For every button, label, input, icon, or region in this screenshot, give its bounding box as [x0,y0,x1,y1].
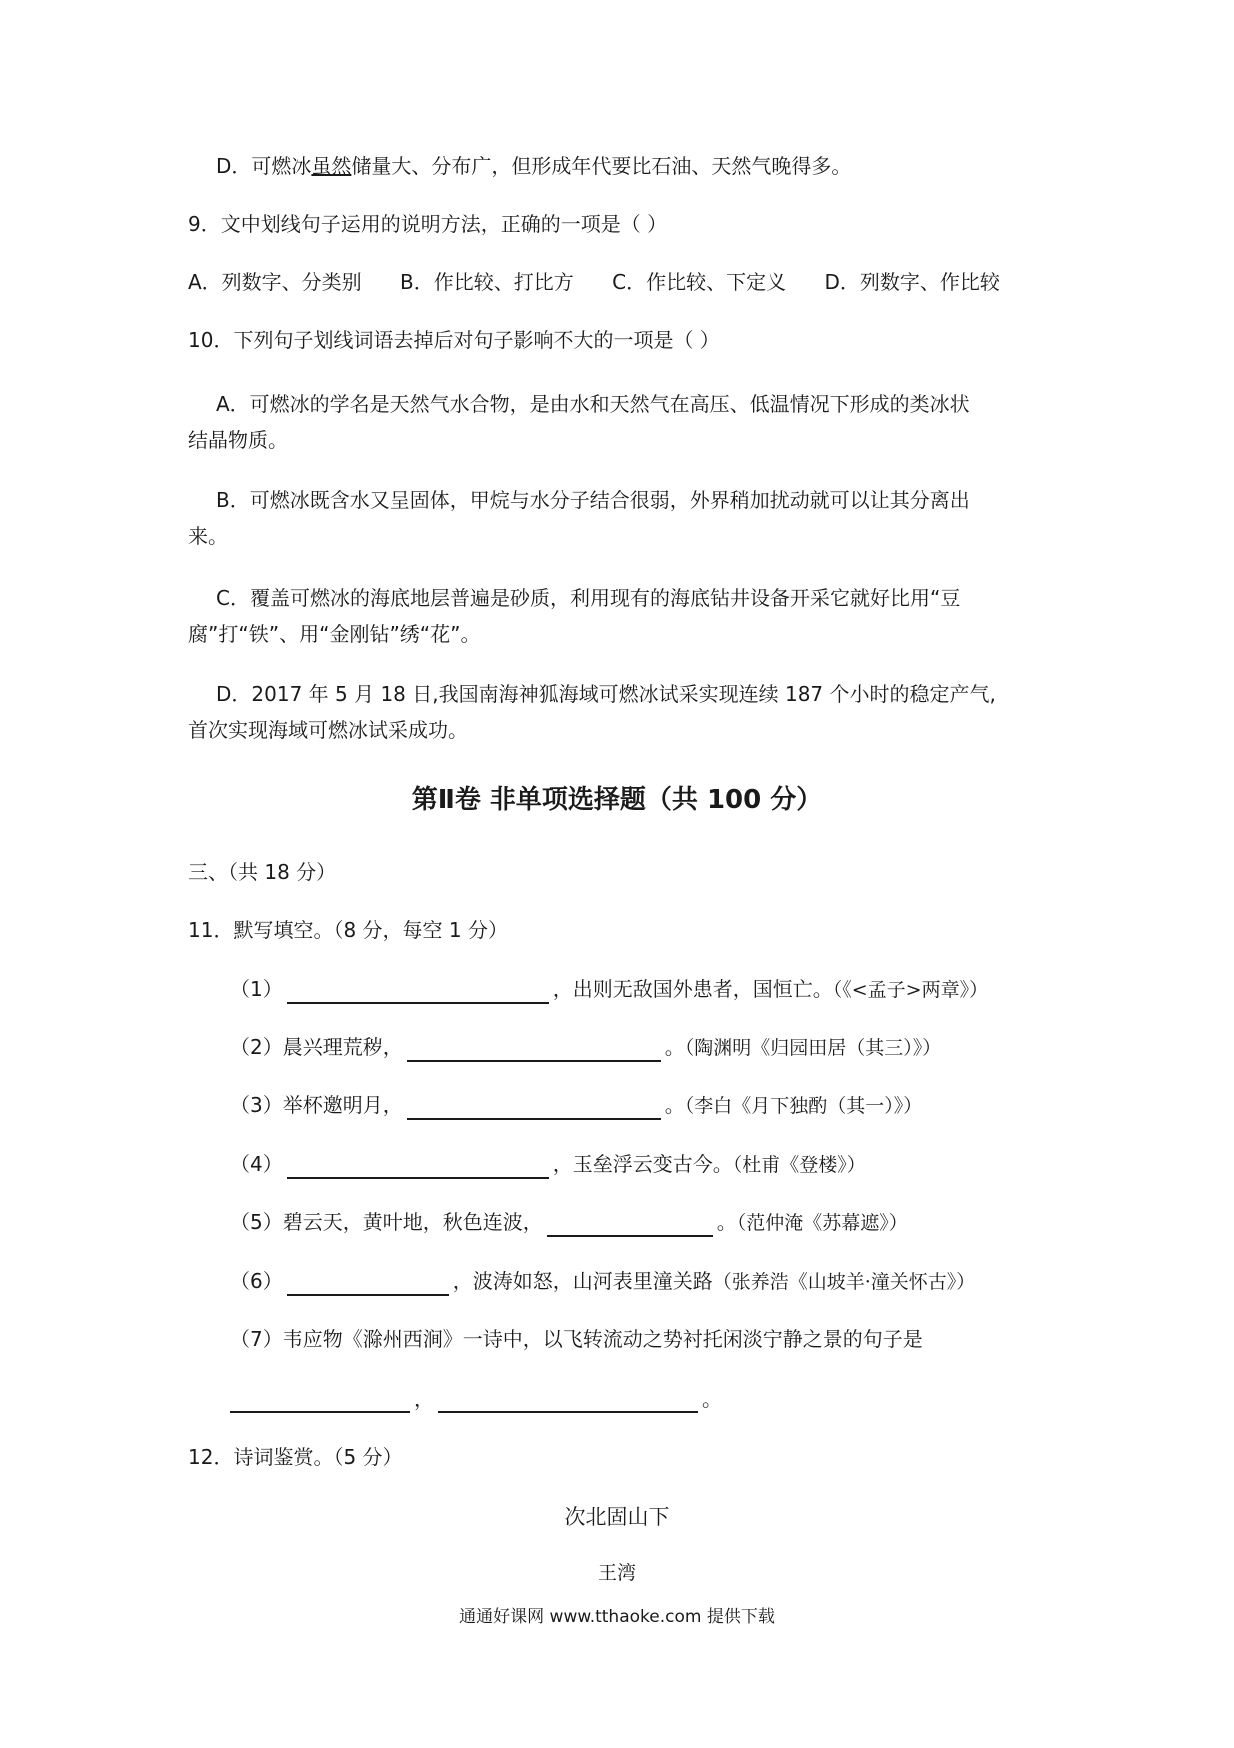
answer-blank[interactable] [287,1272,449,1296]
q9-option-b: B．作比较、打比方 [400,270,574,294]
q10-stem: 10．下列句子划线词语去掉后对句子影响不大的一项是（ ） [188,328,720,352]
q10-option-a-line2: 结晶物质。 [188,428,288,452]
answer-blank[interactable] [438,1389,698,1413]
answer-blank[interactable] [287,980,549,1004]
q11-item-1: （1） ，出则无敌国外患者，国恒亡。（《<孟子>两章》） [230,975,988,1004]
source-citation: （范仲淹《苏幕遮》） [736,1212,908,1234]
underlined-word: 虽然 [311,154,352,178]
q12-stem: 12．诗词鉴赏。（5 分） [188,1445,403,1469]
q9-option-c: C．作比较、下定义 [612,270,787,294]
q11-item-6: （6） ，波涛如怒，山河表里潼关路（张养浩《山坡羊·潼关怀古》） [230,1267,975,1296]
footer-watermark: 通通好课网 www.tthaoke.com 提供下载 [459,1607,775,1627]
q9-stem: 9．文中划线句子运用的说明方法，正确的一项是（ ） [188,212,668,236]
q11-item-3: （3）举杯邀明月， 。（李白《月下独酌（其一）》） [230,1091,922,1120]
q11-item-4: （4） ，玉垒浮云变古今。（杜甫《登楼》） [230,1150,866,1179]
q9-options [188,268,1000,296]
q10-option-c-line2: 腐”打“铁”、用“金刚钻”绣“花”。 [188,622,481,646]
source-citation: （《<孟子>两章》） [832,979,989,1001]
q10-option-d-line1: D．2017 年 5 月 18 日,我国南海神狐海域可燃冰试采实现连续 187 个小时的稳定产气, [216,682,996,706]
q11-item-7: （7）韦应物《滁州西涧》一诗中，以飞转流动之势衬托闲淡宁静之景的句子是 [230,1327,923,1351]
part2-title: 第Ⅱ卷 非单项选择题（共 100 分） [411,785,823,815]
q11-stem: 11．默写填空。（8 分，每空 1 分） [188,918,508,942]
q11-item-5: （5）碧云天，黄叶地，秋色连波， 。（范仲淹《苏幕遮》） [230,1208,908,1237]
q11-item-2: （2）晨兴理荒秽， 。（陶渊明《归园田居（其三）》） [230,1033,941,1062]
answer-blank[interactable] [230,1389,410,1413]
q9-option-a: A．列数字、分类别 [188,270,362,294]
answer-blank[interactable] [287,1155,549,1179]
answer-blank[interactable] [407,1038,661,1062]
source-citation: （杜甫《登楼》） [732,1154,866,1176]
poem-author: 王湾 [597,1562,636,1584]
q10-option-b-line2: 来。 [188,524,228,548]
answer-blank[interactable] [407,1096,661,1120]
poem-title: 次北固山下 [564,1505,670,1529]
answer-blank[interactable] [547,1213,713,1237]
q10-option-d-line2: 首次实现海域可燃冰试采成功。 [188,718,468,742]
section3-heading: 三、（共 18 分） [188,860,337,884]
q8-option-d: D．可燃冰虽然储量大、分布广，但形成年代要比石油、天然气晚得多。 [216,154,852,178]
source-citation: （张养浩《山坡羊·潼关怀古》） [712,1271,976,1293]
q11-item-7-answers: ， 。 [230,1385,722,1413]
source-citation: （李白《月下独酌（其一）》） [684,1095,923,1117]
q10-option-c-line1: C．覆盖可燃冰的海底地层普遍是砂质，利用现有的海底钻井设备开采它就好比用“豆 [216,586,961,610]
q10-option-a-line1: A．可燃冰的学名是天然气水合物，是由水和天然气在高压、低温情况下形成的类冰状 [216,392,970,416]
source-citation: （陶渊明《归园田居（其三）》） [684,1037,942,1059]
q9-option-d: D．列数字、作比较 [824,270,1000,294]
q10-option-b-line1: B．可燃冰既含水又呈固体，甲烷与水分子结合很弱，外界稍加扰动就可以让其分离出 [216,488,970,512]
